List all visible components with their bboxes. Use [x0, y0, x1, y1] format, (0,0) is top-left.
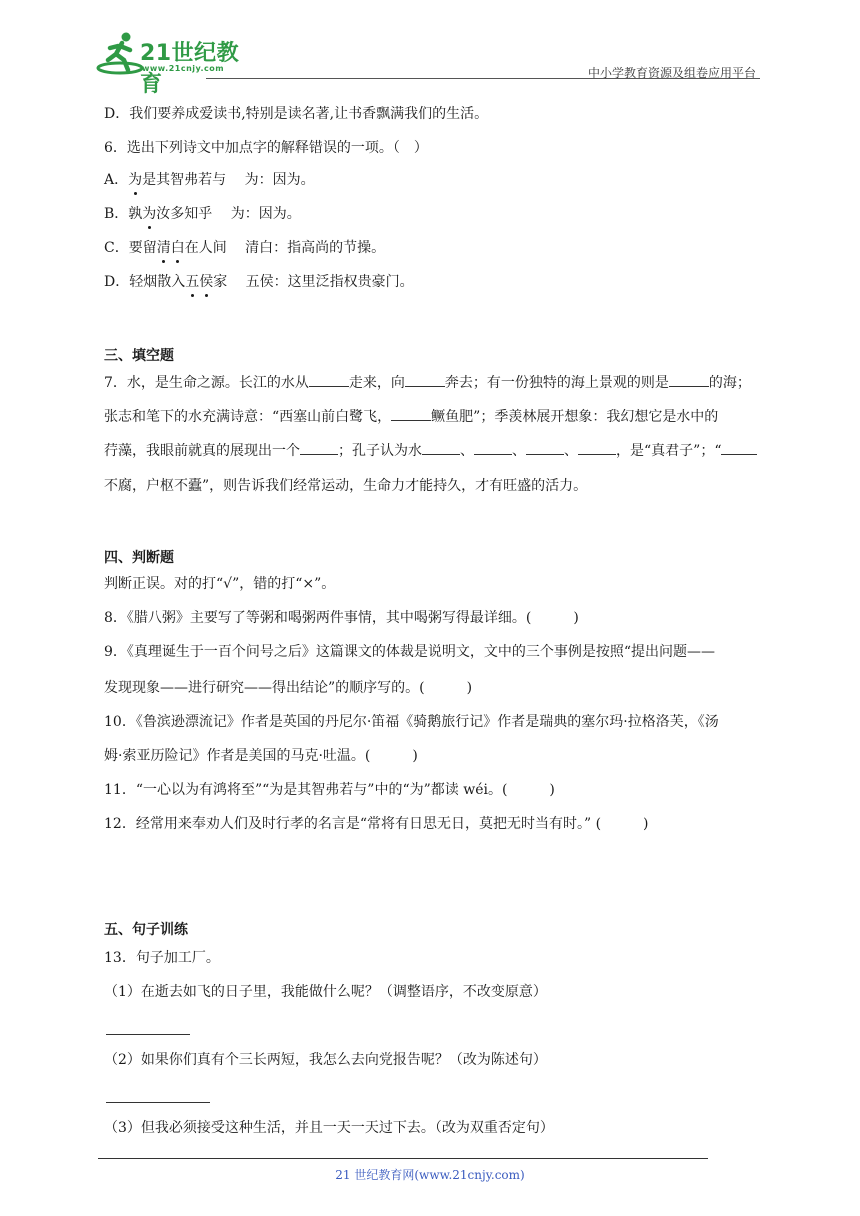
site-logo: [96, 30, 256, 97]
answer-line[interactable]: [106, 1034, 190, 1035]
q6-option-b: [104, 204, 301, 224]
text: 荇藻，我眼前就真的展现出一个: [104, 443, 300, 459]
text: 走来，向: [348, 375, 405, 391]
q13-sentence-3: （3）但我必须接受这种生活，并且一天一天过下去。（改为双重否定句）: [104, 1120, 554, 1136]
q8: 8．《腊八粥》主要写了等粥和喝粥两件事情，其中喝粥写得最详细。( ): [104, 610, 579, 626]
option-text: 在人间 清白：指高尚的节操。: [184, 240, 386, 256]
answer-line[interactable]: [106, 1102, 210, 1103]
header-divider: [206, 78, 760, 79]
option-text: 家 五侯：这里泛指权贵豪门。: [213, 274, 414, 290]
dotted-char: 五: [185, 274, 200, 290]
q6-stem: 6．选出下列诗文中加点字的解释错误的一项。（ ）: [104, 140, 428, 156]
text: 张志和笔下的水充满诗意：“西塞山前白鹭飞，: [104, 409, 392, 425]
text: ；孔子认为水: [338, 443, 422, 459]
q7-line-4: 不腐，户枢不蠹”，则告诉我们经常运动，生命力才能持久，才有旺盛的活力。: [104, 478, 588, 494]
answer-blank[interactable]: [300, 440, 338, 455]
option-label: B．孰: [104, 206, 143, 222]
answer-blank[interactable]: [721, 440, 757, 455]
q7-line-1: [104, 372, 751, 393]
dotted-char: 为: [128, 172, 143, 188]
q13-sentence-2: （2）如果你们真有个三长两短，我怎么去向党报告呢？（改为陈述句）: [104, 1052, 547, 1068]
q6-option-c: [104, 238, 385, 258]
footer-divider: [98, 1158, 708, 1159]
logo-text: 21世纪教育: [140, 41, 240, 97]
q6-option-a: [104, 170, 315, 190]
q7-line-2: [104, 406, 718, 427]
logo-url: www.21cnjy.com: [142, 64, 225, 73]
answer-blank[interactable]: [309, 372, 349, 387]
q12: 12．经常用来奉劝人们及时行孝的名言是“常将有日思无日，莫把无时当有时。” ( ): [104, 816, 649, 832]
page-footer: 21 世纪教育网(www.21cnjy.com): [335, 1168, 525, 1182]
answer-blank[interactable]: [669, 372, 709, 387]
text: ，是“真君子”；“: [616, 443, 722, 459]
q10-line-2: 姆·索亚历险记》作者是美国的马克·吐温。( ): [104, 748, 418, 764]
text: 、: [564, 443, 578, 459]
answer-blank[interactable]: [578, 440, 616, 455]
judgement-intro: 判断正误。对的打“√”，错的打“×”。: [104, 576, 336, 592]
option-label: D．轻烟散入: [104, 274, 186, 290]
q10-line-1: 10．《鲁滨逊漂流记》作者是英国的丹尼尔·笛福《骑鹅旅行记》作者是瑞典的塞尔玛·拉格洛芙，《汤: [104, 714, 719, 730]
dotted-char: 为: [142, 206, 157, 222]
option-text: 是其智弗若与 为：因为。: [142, 172, 315, 188]
text: 的海；: [708, 375, 751, 391]
q9-line-1: 9．《真理诞生于一百个问号之后》这篇课文的体裁是说明文，文中的三个事例是按照“提出问题——: [104, 644, 716, 660]
text: 、: [512, 443, 526, 459]
section-title-judgement: 四、判断题: [104, 550, 174, 566]
answer-blank[interactable]: [405, 372, 445, 387]
text: 鳜鱼肥”；季羡林展开想象：我幻想它是水中的: [431, 409, 719, 425]
page-header: [96, 30, 760, 97]
runner-logo-icon: [96, 30, 144, 76]
q9-line-2: 发现现象——进行研究——得出结论”的顺序写的。( ): [104, 680, 473, 696]
text: 奔去；有一份独特的海上景观的则是: [444, 375, 669, 391]
answer-blank[interactable]: [526, 440, 564, 455]
option-label: A．: [104, 172, 129, 188]
q5-option-d: D．我们要养成爱读书,特别是读名著,让书香飘满我们的生活。: [104, 106, 489, 122]
answer-blank[interactable]: [474, 440, 512, 455]
answer-blank[interactable]: [422, 440, 460, 455]
q11: 11．“一心以为有鸿将至”“为是其智弗若与”中的“为”都读 wéi。( ): [104, 782, 555, 798]
dotted-char: 侯: [199, 274, 214, 290]
section-title-sentence: 五、句子训练: [104, 922, 188, 938]
option-label: C．要留: [104, 240, 157, 256]
q13-sentence-1: （1）在逝去如飞的日子里，我能做什么呢？（调整语序，不改变原意）: [104, 984, 547, 1000]
option-text: 汝多知乎 为：因为。: [156, 206, 301, 222]
q6-option-d: [104, 272, 414, 292]
q7-line-3: [104, 440, 757, 461]
section-title-fill-blank: 三、填空题: [104, 348, 174, 364]
dotted-char: 白: [170, 240, 185, 256]
text: 、: [460, 443, 474, 459]
dotted-char: 清: [156, 240, 171, 256]
platform-name: 中小学教育资源及组卷应用平台: [587, 66, 756, 80]
q13: 13．句子加工厂。: [104, 950, 220, 966]
text: 7．水，是生命之源。长江的水从: [104, 375, 309, 391]
answer-blank[interactable]: [391, 406, 431, 421]
